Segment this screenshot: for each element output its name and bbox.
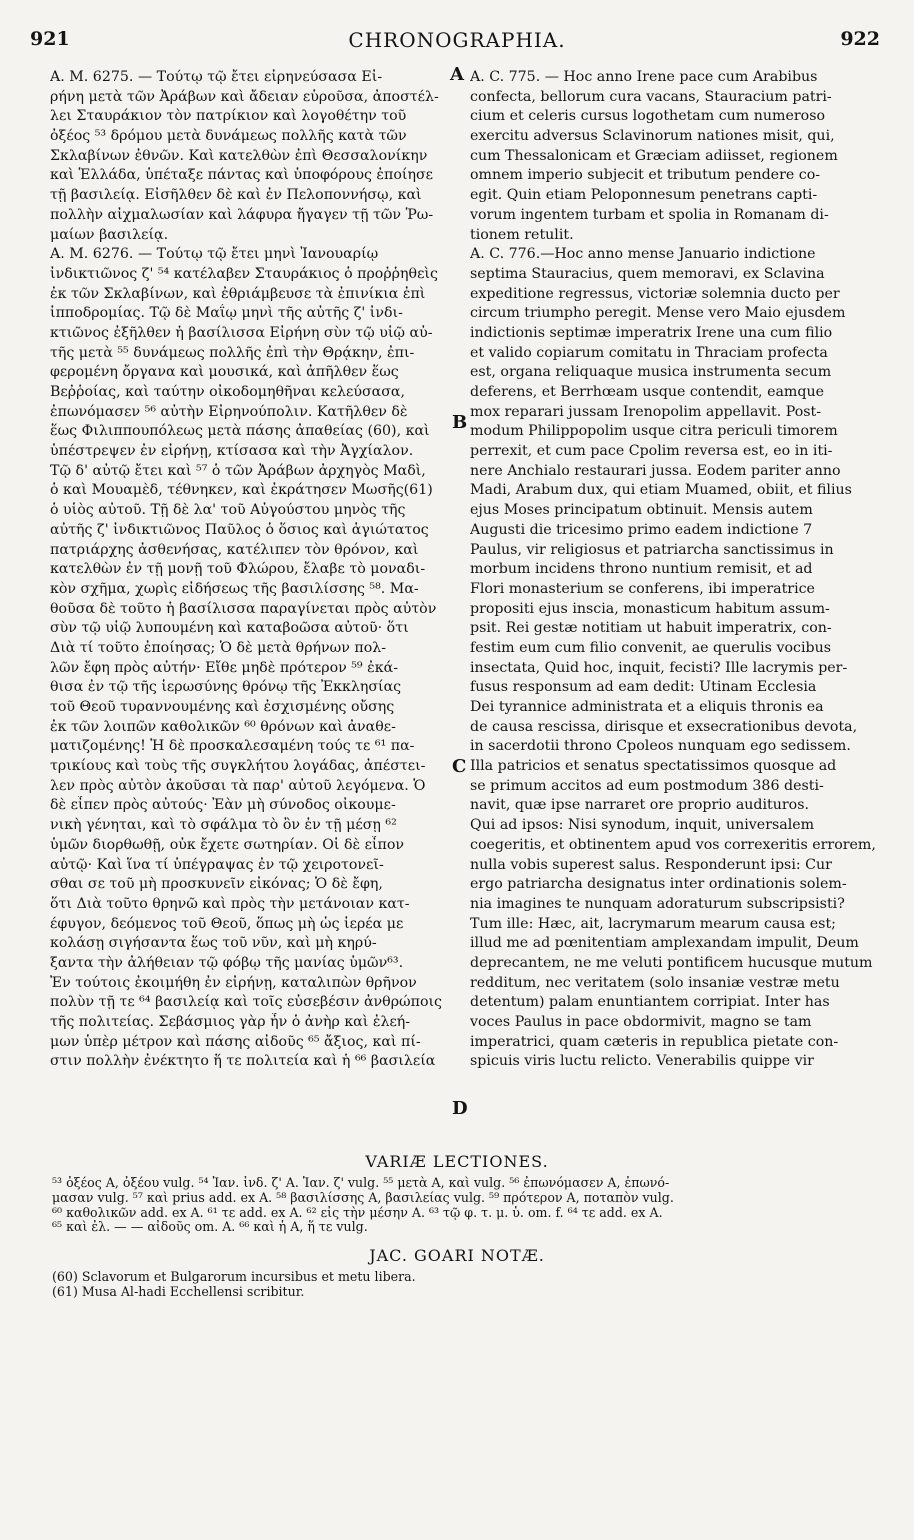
- latin-text-line: mox reparari jussam Irenopolim appellavit. Post-: [470, 403, 822, 420]
- greek-text-line: ἐπωνόμασεν ⁵⁶ αὐτὴν Εἰρηνούπολιν. Κατῆλθεν δὲ: [50, 403, 408, 420]
- latin-column: [470, 68, 880, 1072]
- greek-text-line: νικὴ γένηται, καὶ τὸ σφάλμα τὸ ὂν ἐν τῇ μέσῃ ⁶²: [50, 817, 397, 834]
- greek-text-line: ὁ υἱὸς αὐτοῦ. Τῇ δὲ λα' τοῦ Αὐγούστου μηνὸς τῆς: [50, 502, 406, 519]
- greek-text-line: Βεῤῥοίας, καὶ ταύτην οἰκοδομηθῆναι κελεύσασα,: [50, 384, 406, 400]
- greek-text-line: Σκλαβίνων ἐθνῶν. Καὶ κατελθὼν ἐπὶ Θεσσαλονίκην: [50, 147, 428, 164]
- latin-text-line: Dei tyrannice administrata et a eliquis thronis ea: [470, 699, 824, 715]
- greek-text-line: κτιῶνος ἐξῆλθεν ἡ βασίλισσα Εἰρήνη σὺν τῷ υἱῷ αὐ-: [50, 324, 433, 341]
- greek-text-line: μων ὑπὲρ μέτρον καὶ πάσης αἰδοῦς ⁶⁵ ἄξιος, καὶ πί-: [50, 1033, 421, 1050]
- latin-text-line: illud me ad pœnitentiam amplexandam impulit, Deum: [470, 935, 859, 952]
- greek-text-line: δὲ εἶπεν πρὸς αὐτούς· Ἐὰν μὴ σύνοδος οἰκουμε-: [50, 797, 396, 814]
- running-title: CHRONOGRAPHIA.: [348, 28, 566, 52]
- latin-text-line: Flori monasterium se conferens, ibi imperatrice: [470, 580, 815, 597]
- greek-text-line: λει Σταυράκιον τὸν πατρίκιον καὶ λογοθέτην τοῦ: [50, 108, 407, 125]
- greek-text-line: ἕως Φιλιππουπόλεως μετὰ πάσης ἀπαθείας (60), καὶ: [50, 423, 430, 440]
- greek-text-line: ξαντα τὴν ἀλήθειαν τῷ φόβῳ τῆς μανίας ὑμῶν⁶³.: [50, 954, 404, 971]
- greek-text-line: ὁ καὶ Μουαμὲδ, τέθνηκεν, καὶ ἐκράτησεν Μωσῆς(61): [50, 482, 433, 499]
- latin-text-line: Madi, Arabum dux, qui etiam Muamed, obiit, et filius: [470, 482, 852, 499]
- latin-text-line: exercitu adversus Sclavinorum nationes misit, qui,: [470, 128, 835, 145]
- margin-letter-b: B: [452, 412, 468, 433]
- greek-text-line: αὐτῷ· Καὶ ἵνα τί ὑπέγραψας ἐν τῷ χειροτονεῖ-: [50, 856, 384, 873]
- latin-text-line: et valido copiarum comitatu in Thraciam profecta: [470, 344, 828, 361]
- note-line: (61) Musa Al-hadi Ecchellensi scribitur.: [52, 1284, 305, 1299]
- greek-text-line: τῆς μετὰ ⁵⁵ δυνάμεως πολλῆς ἐπὶ τὴν Θρᾴκην, ἐπι-: [50, 344, 415, 361]
- latin-text-line: imperatrici, quam cæteris in republica pietate con-: [470, 1033, 839, 1050]
- variant-reading-line: μασαν vulg. ⁵⁷ καὶ prius add. ex A. ⁵⁸ βασιλίσσης A, βασιλείας vulg. ⁵⁹ πρότερον A, ποταπὸν vulg.: [52, 1190, 674, 1205]
- greek-text-line: ρήνη μετὰ τῶν Ἀράβων καὶ ἄδειαν εὑροῦσα, ἀποστέλ-: [50, 88, 439, 105]
- greek-text-line: αὐτῆς ζ' ἰνδικτιῶνος Παῦλος ὁ ὅσιος καὶ ἁγιώτατος: [50, 521, 429, 538]
- greek-text-line: τρικίους καὶ τοὺς τῆς συγκλήτου λογάδας, ἀπέστει-: [50, 758, 426, 775]
- greek-text-line: ὑμῶν διορθωθῇ, οὐκ ἔχετε σωτηρίαν. Οἱ δὲ εἶπον: [50, 836, 405, 853]
- latin-text-line: Illa patricios et senatus spectatissimos quosque ad: [470, 758, 837, 775]
- latin-text-line: spicuis viris luctu relicto. Venerabilis quippe vir: [470, 1053, 814, 1070]
- latin-text-line: navit, quæ ipse narraret ore proprio audituros.: [470, 797, 810, 814]
- latin-text-line: voces Paulus in pace obdormivit, magno se tam: [470, 1014, 812, 1030]
- latin-text-line: A. C. 776.—Hoc anno mense Januario indictione: [470, 246, 816, 263]
- latin-text-line: coegeritis, et obtinentem apud vos correxeritis errorem,: [470, 836, 876, 853]
- latin-text-line: indictionis septimæ imperatrix Irene una cum filio: [470, 324, 833, 341]
- greek-text-line: ἐκ τῶν λοιπῶν καθολικῶν ⁶⁰ θρόνων καὶ ἀναθε-: [50, 718, 396, 735]
- latin-text-line: se primum accitos ad eum postmodum 386 desti-: [470, 777, 824, 794]
- greek-text-line: θισα ἐν τῷ τῆς ἱερωσύνης θρόνῳ τῆς Ἐκκλησίας: [50, 679, 402, 696]
- margin-letter-a: A: [450, 64, 464, 85]
- margin-letter-d: D: [452, 1098, 468, 1119]
- latin-text-line: est, organa reliquaque musica instrumenta secum: [470, 364, 832, 381]
- greek-text-line: ὅτι Διὰ τοῦτο θρηνῶ καὶ πρὸς τὴν μετάνοιαν κατ-: [50, 895, 410, 912]
- greek-text-line: κολάσῃ σιγήσαντα ἕως τοῦ νῦν, καὶ μὴ κηρύ-: [50, 935, 377, 952]
- latin-text-line: in sacerdotii throno Cpoleos nunquam ego sedissem.: [470, 738, 851, 755]
- latin-text-line: fusus responsum ad eam dedit: Utinam Ecclesia: [470, 679, 817, 696]
- note-line: (60) Sclavorum et Bulgarorum incursibus et metu libera.: [52, 1270, 416, 1284]
- greek-text-line: A. M. 6275. — Τούτῳ τῷ ἔτει εἰρηνεύσασα Εἰ-: [50, 69, 383, 85]
- greek-text-line: Διὰ τί τοῦτο ἐποίησας; Ὁ δὲ μετὰ θρήνων πολ-: [50, 639, 387, 656]
- greek-text-line: πολλὴν αἰχμαλωσίαν καὶ λάφυρα ἤγαγεν τῇ τῶν Ῥω-: [50, 206, 434, 223]
- latin-text-line: detentum) palam enuntiantem corripiat. Inter has: [470, 994, 830, 1011]
- greek-text-line: σθαι σε τοῦ μὴ προσκυνεῖν εἰκόνας; Ὁ δὲ ἔφη,: [50, 876, 383, 893]
- latin-text-line: nere Anchialo restaurari jussa. Eodem pariter anno: [470, 462, 841, 479]
- latin-text-line: nia imagines te nunquam adoraturum subscripsisti?: [470, 895, 845, 912]
- latin-text-line: propositi ejus inscia, monasticum habitum assum-: [470, 600, 830, 617]
- greek-text-line: ἰνδικτιῶνος ζ' ⁵⁴ κατέλαβεν Σταυράκιος ὁ προῤῥηθεὶς: [50, 265, 438, 282]
- latin-text-line: septima Stauracius, quem memoravi, ex Sclavina: [470, 265, 825, 282]
- goari-notae-title: JAC. GOARI NOTÆ.: [369, 1246, 545, 1265]
- goari-notae-list: [52, 1270, 882, 1300]
- greek-text-line: θοῦσα δὲ τοῦτο ἡ βασίλισσα παραγίνεται πρὸς αὐτὸν: [50, 600, 437, 617]
- greek-text-line: τῇ βασιλείᾳ. Εἰσῆλθεν δὲ καὶ ἐν Πελοποννήσῳ, καὶ: [50, 187, 422, 204]
- latin-text-line: ergo patriarcha designatus inter ordinationis solem-: [470, 876, 847, 893]
- greek-text-line: φερομένη ὄργανα καὶ μουσικά, καὶ ἀπῆλθεν ἕως: [50, 364, 399, 381]
- latin-text-line: redditum, nec veritatem (solo insaniæ vestræ metu: [470, 974, 840, 991]
- latin-text-line: morbum incidens throno nuntium remisit, et ad: [470, 561, 813, 578]
- latin-text-line: insectata, Quid hoc, inquit, fecisti? Ille lacrymis per-: [470, 659, 848, 676]
- greek-text-line: καὶ Ἑλλάδα, ὑπέταξε πάντας καὶ ὑποφόρους ἐποίησε: [50, 167, 434, 184]
- greek-text-line: Ἐν τούτοις ἐκοιμήθη ἐν εἰρήνῃ, καταλιπὼν θρῆνον: [50, 974, 417, 991]
- greek-text-line: τῆς πολιτείας. Σεβάσμιος γὰρ ἦν ὁ ἀνὴρ καὶ ἐλεή-: [50, 1014, 411, 1030]
- greek-text-line: ματιζομένης! Ἡ δὲ προσκαλεσαμένη τούς τε ⁶¹ πα-: [50, 738, 415, 755]
- page-number-left: 921: [30, 28, 70, 50]
- latin-text-line: circum triumpho peregit. Mense vero Maio ejusdem: [470, 305, 846, 322]
- greek-text-line: ἐκ τῶν Σκλαβίνων, καὶ ἐθριάμβευσε τὰ ἐπινίκια ἐπὶ: [50, 285, 426, 302]
- latin-text-line: perrexit, et cum pace Cpolim reversa est, eo in iti-: [470, 443, 833, 460]
- greek-text-line: μαίων βασιλείᾳ.: [50, 226, 169, 243]
- latin-text-line: confecta, bellorum cura vacans, Stauracium patri-: [470, 88, 832, 105]
- latin-text-line: de causa rescissa, dirisque et exsecrationibus devota,: [470, 718, 858, 735]
- greek-text-line: τοῦ Θεοῦ τυραννουμένης καὶ ἐσχισμένης οὔσης: [50, 699, 395, 715]
- variant-reading-line: ⁶⁰ καθολικῶν add. ex A. ⁶¹ τε add. ex A. ⁶² εἰς τὴν μέσην A. ⁶³ τῷ φ. τ. μ. ὑ. om. f. ⁶⁴ τε add. ex A.: [52, 1205, 663, 1220]
- greek-text-line: πατριάρχης ἀσθενήσας, κατέλιπεν τὸν θρόνον, καὶ: [50, 541, 419, 558]
- variant-reading-line: ⁶⁵ καὶ ἐλ. — — αἰδοῦς om. A. ⁶⁶ καὶ ἡ A, ἥ τε vulg.: [52, 1220, 368, 1235]
- latin-text-line: Tum ille: Hæc, ait, lacrymarum mearum causa est;: [470, 915, 836, 932]
- latin-text-line: Augusti die tricesimo primo eadem indictione 7: [470, 521, 813, 538]
- variae-lectiones-title: VARIÆ LECTIONES.: [365, 1152, 549, 1171]
- latin-text-line: Qui ad ipsos: Nisi synodum, inquit, universalem: [470, 817, 815, 834]
- greek-text-line: κατελθὼν ἐν τῇ μονῇ τοῦ Φλώρου, ἔλαβε τὸ μοναδι-: [50, 561, 426, 578]
- latin-text-line: Paulus, vir religiosus et patriarcha sanctissimus in: [470, 541, 834, 558]
- margin-letter-c: C: [452, 756, 467, 777]
- greek-text-line: A. M. 6276. — Τούτῳ τῷ ἔτει μηνὶ Ἰανουαρίῳ: [50, 246, 379, 263]
- latin-text-line: ejus Moses principatum obtinuit. Mensis autem: [470, 502, 813, 519]
- variae-lectiones-list: [52, 1176, 882, 1235]
- latin-text-line: festim eum cum filio convenit, ae querulis vocibus: [470, 639, 831, 656]
- greek-text-line: ἱπποδρομίας. Τῷ δὲ Μαΐῳ μηνὶ τῆς αὐτῆς ζ' ἰνδι-: [50, 305, 403, 322]
- latin-text-line: cum Thessalonicam et Græciam adiisset, regionem: [470, 147, 838, 164]
- latin-text-line: A. C. 775. — Hoc anno Irene pace cum Arabibus: [470, 69, 818, 85]
- greek-text-line: ὑπέστρεψεν ἐν εἰρήνῃ, κτίσασα καὶ τὴν Ἀγχίαλον.: [50, 443, 414, 460]
- greek-text-line: πολὺν τῇ τε ⁶⁴ βασιλείᾳ καὶ τοῖς εὐσεβέσιν ἀνθρώποις: [50, 994, 442, 1011]
- latin-text-line: omnem imperio subjecit et tributum pendere co-: [470, 167, 821, 184]
- greek-column: [50, 68, 448, 1072]
- greek-text-line: κὸν σχῆμα, χωρὶς εἰδήσεως τῆς βασιλίσσης ⁵⁸. Μα-: [50, 580, 419, 597]
- latin-text-line: tionem retulit.: [470, 226, 574, 243]
- page-header: [0, 28, 914, 58]
- greek-text-line: λεν πρὸς αὐτὸν ἀκοῦσαι τὰ παρ' αὐτοῦ λεγόμενα. Ὁ: [50, 777, 426, 794]
- latin-text-line: nulla vobis superest salus. Responderunt ipsi: Cur: [470, 856, 832, 873]
- greek-text-line: ὀξέος ⁵³ δρόμου μετὰ δυνάμεως πολλῆς κατὰ τῶν: [50, 128, 407, 145]
- latin-text-line: deprecantem, ne me veluti pontificem hucusque mutum: [470, 954, 873, 971]
- greek-text-line: σὺν τῷ υἱῷ λυπουμένη καὶ καταβοῶσα αὐτοῦ· ὅτι: [50, 620, 409, 637]
- greek-text-line: Τῷ δ' αὐτῷ ἔτει καὶ ⁵⁷ ὁ τῶν Ἀράβων ἀρχηγὸς Μαδὶ,: [50, 462, 426, 479]
- latin-text-line: modum Philippopolim usque citra periculi timorem: [470, 423, 838, 440]
- latin-text-line: deferens, et Berrhœam usque contendit, eamque: [470, 384, 824, 400]
- variant-reading-line: ⁵³ ὀξέος A, ὀξέου vulg. ⁵⁴ Ἰαν. ἰνδ. ζ' A. Ἰαν. ζ' vulg. ⁵⁵ μετὰ A, καὶ vulg. ⁵⁶ ἐπωνόμασεν A, ἐπωνό-: [52, 1176, 670, 1190]
- page-number-right: 922: [840, 28, 880, 50]
- greek-text-line: λῶν ἔφη πρὸς αὐτήν· Εἴθε μηδὲ πρότερον ⁵⁹ ἐκά-: [50, 659, 398, 676]
- latin-text-line: cium et celeris cursus logothetam cum numeroso: [470, 108, 826, 125]
- latin-text-line: egit. Quin etiam Peloponnesum penetrans capti-: [470, 187, 818, 204]
- latin-text-line: psit. Rei gestæ notitiam ut habuit imperatrix, con-: [470, 620, 832, 637]
- latin-text-line: expeditione regressus, victoriæ solemnia ducto per: [470, 285, 840, 302]
- greek-text-line: έφυγον, δεόμενος τοῦ Θεοῦ, ὅπως μὴ ὡς ἱερέα με: [50, 915, 404, 932]
- greek-text-line: στιν πολλὴν ἐνέκτητο ἥ τε πολιτεία καὶ ἡ ⁶⁶ βασιλεία: [50, 1053, 436, 1070]
- latin-text-line: vorum ingentem turbam et spolia in Romanam di-: [470, 206, 829, 223]
